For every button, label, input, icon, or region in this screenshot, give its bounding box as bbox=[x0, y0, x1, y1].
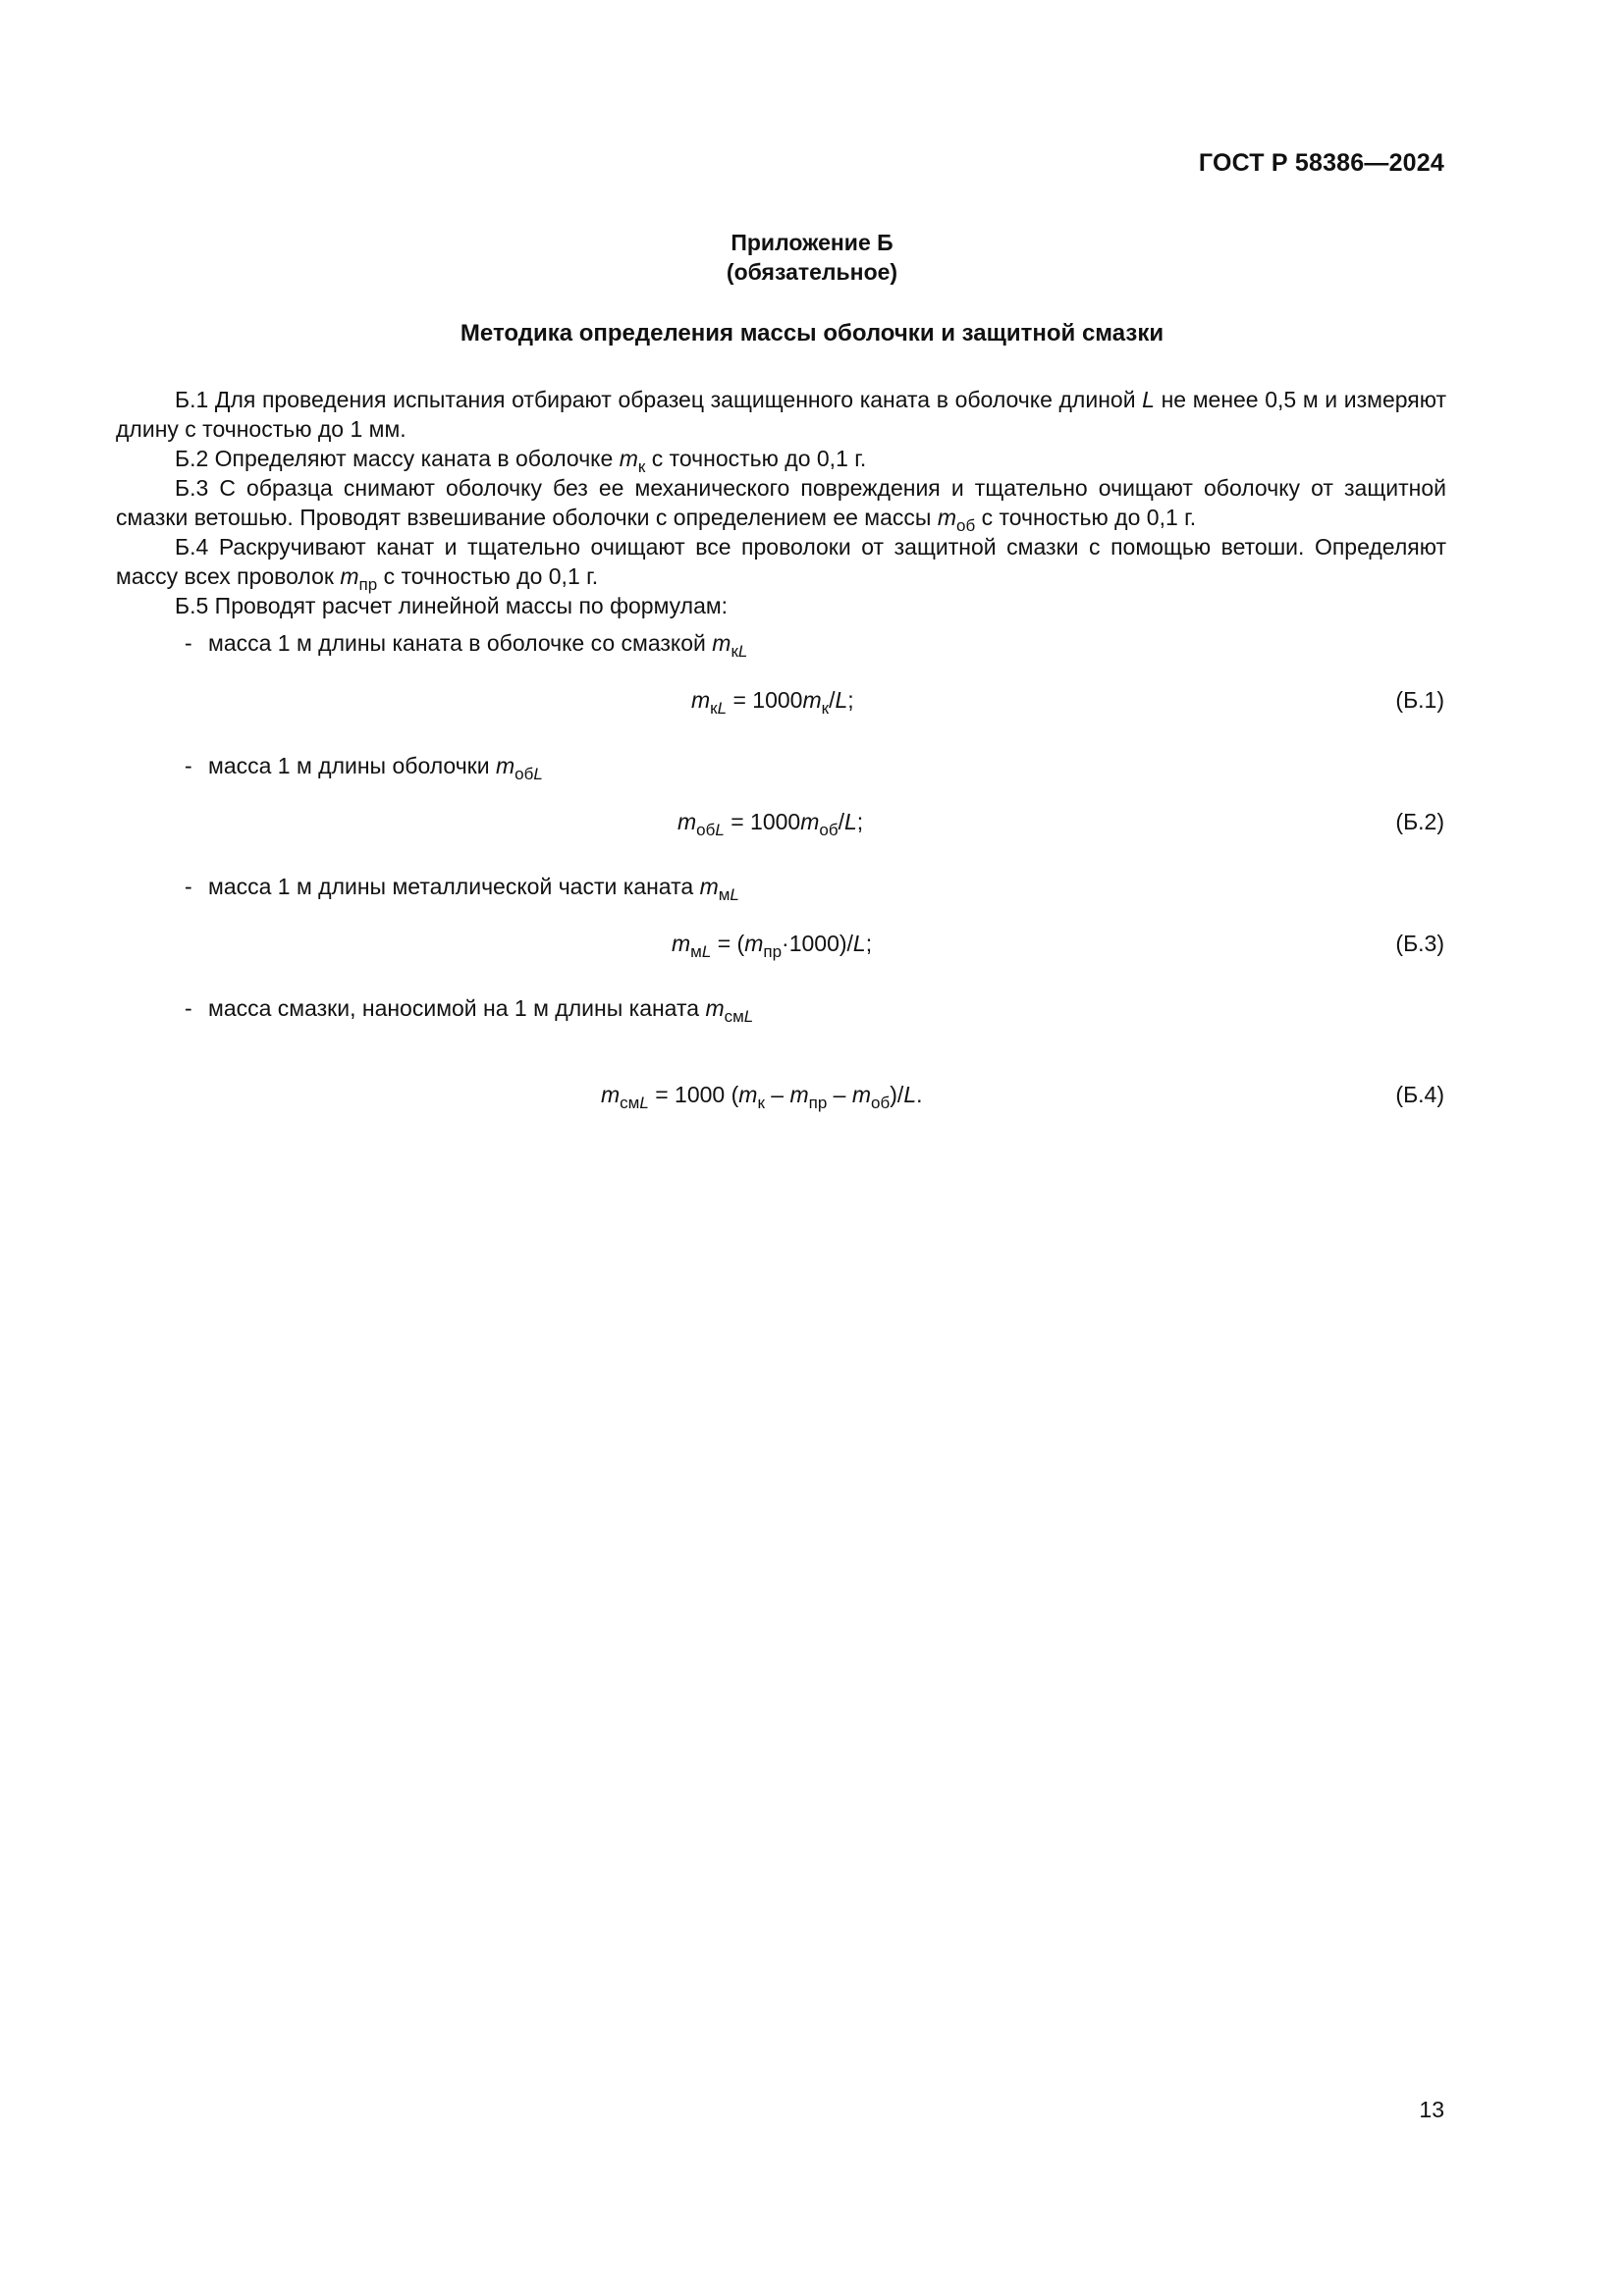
formula-number: (Б.3) bbox=[1395, 931, 1444, 956]
section-heading: Методика определения массы оболочки и защитной смазки bbox=[460, 320, 1164, 347]
paragraph-b2: Б.2 Определяют массу каната в оболочке $m_к$ с точностью до 0,1 г. bbox=[175, 446, 867, 476]
body-text bbox=[116, 385, 1446, 620]
list-item: - масса смазки, наносимой на 1 м длины каната $m_{смL}$ bbox=[185, 995, 754, 1026]
document-code: ГОСТ Р 58386—2024 bbox=[1198, 149, 1444, 177]
formula-expression: $m_{обL} = 1000m_{об}/L$; bbox=[677, 809, 864, 839]
list-item: - масса 1 м длины металлической части каната $m_{мL}$ bbox=[185, 874, 739, 904]
paragraph-b3: Б.3 С образца снимают оболочку без ее механического повреждения и тщательно очищают оболочку от защитной смазки ветошью. Проводят взвешивание оболочки с определением ее массы $m_{об}$ с точностью до 0,1 г. bbox=[116, 475, 1446, 535]
paragraph-b1: Б.1 Для проведения испытания отбирают образец защищенного каната в оболочке длиной L не менее 0,5 м и измеряют длину с точностью до 1 мм. bbox=[116, 387, 1447, 442]
list-item: - масса 1 м длины оболочки $m_{обL}$ bbox=[185, 753, 543, 783]
list-item: - масса 1 м длины каната в оболочке со смазкой $m_{кL}$ bbox=[185, 630, 748, 661]
annex-header bbox=[0, 228, 1624, 287]
formula-number: (Б.1) bbox=[1395, 687, 1444, 713]
formula-expression: $m_{смL} = 1000$ $(m_к - m_{пр} - m_{об})/L$. bbox=[601, 1082, 923, 1112]
annex-status: (обязательное) bbox=[726, 259, 898, 285]
formula-number: (Б.2) bbox=[1395, 809, 1444, 834]
formula-number: (Б.4) bbox=[1395, 1082, 1444, 1107]
paragraph-b4: Б.4 Раскручивают канат и тщательно очищают все проволоки от защитной смазки с помощью ветоши. Определяют массу всех проволок $m_{пр}$ с точностью до 0,1 г. bbox=[116, 534, 1446, 594]
paragraph-b5: Б.5 Проводят расчет линейной массы по формулам: bbox=[175, 593, 729, 618]
annex-title: Приложение Б bbox=[731, 230, 893, 255]
formula-expression: $m_{мL} = (m_{пр}\cdot 1000)/L$; bbox=[672, 931, 873, 961]
page-number: 13 bbox=[1419, 2097, 1444, 2122]
formula-expression: $m_{кL} = 1000m_к/L$; bbox=[691, 687, 854, 718]
